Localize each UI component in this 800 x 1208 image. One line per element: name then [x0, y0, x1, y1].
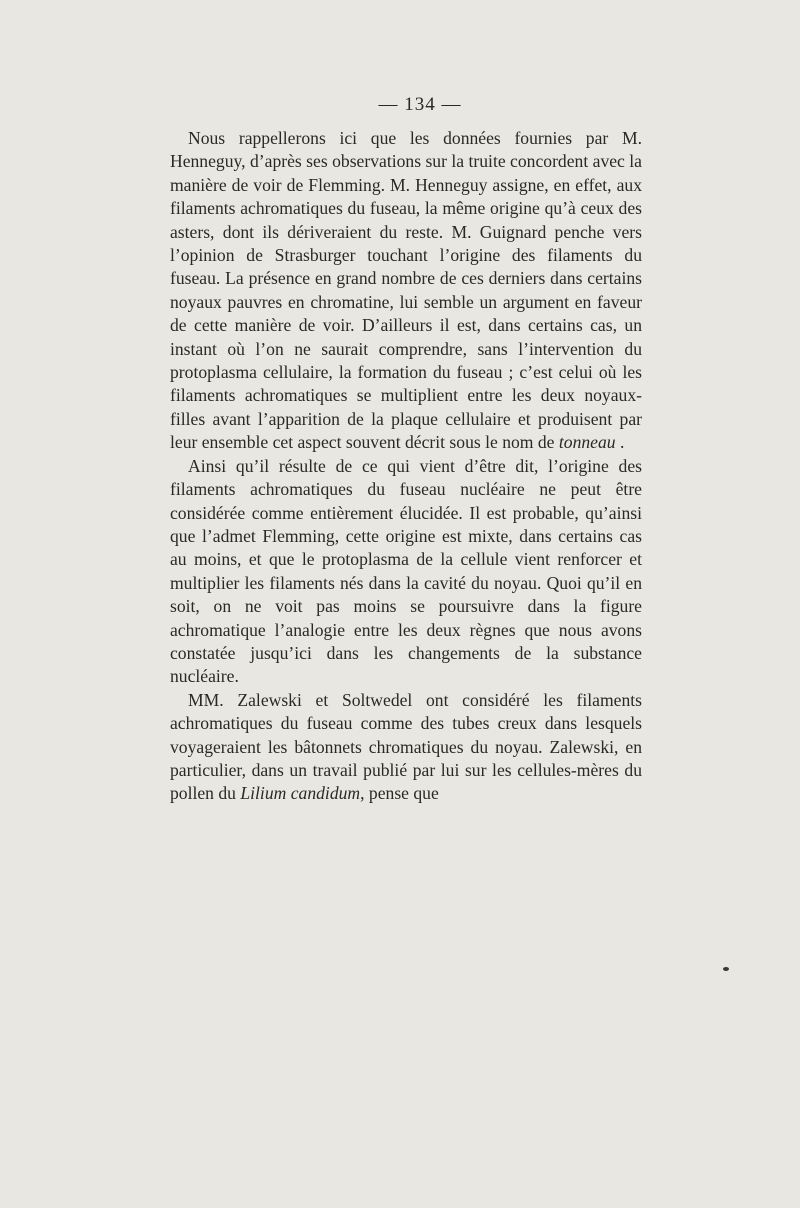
- ink-speck: [723, 967, 729, 971]
- body-text: [170, 127, 642, 806]
- paragraph-2: Ainsi qu’il résulte de ce qui vient d’être dit, l’origine des filaments achromatiques du fuseau nucléaire ne peut être considérée comme entièrement élucidée. Il est probable, qu’ainsi que l’admet Flemming, cette origine est mixte, dans certains cas au moins, et que le protoplasma de la cellule vient renforcer et multiplier les filaments nés dans la cavité du noyau. Quoi qu’il en soit, on ne voit pas moins se poursuivre dans la figure achromatique l’analogie entre les deux règnes que nous avons constatée jusqu’ici dans les changements de la substance nucléaire.: [170, 455, 642, 687]
- page-number: — 134 —: [378, 94, 462, 115]
- paragraph-1-italic-term: tonneau: [558, 432, 616, 453]
- paragraph-1-text: Nous rappellerons ici que les données fournies par M. Henneguy, d’après ses observations sur la truite concordent avec la manière de voir de Flemming. M. Henneguy assigne, en effet, aux filaments achromatiques du fuseau, la même origine qu’à ceux des asters, dont ils dériveraient du reste. M. Guignard penche vers l’opinion de Strasburger touchant l’origine des filaments du fuseau. La présence en grand nombre de ces derniers dans certains noyaux pauvres en chromatine, lui semble un argument en faveur de cette manière de voir. D’ailleurs il est, dans certains cas, un instant où l’on ne saurait comprendre, sans l’intervention du protoplasma cellulaire, la formation du fuseau ; c’est celui où les filaments achromatiques se multiplient entre les deux noyaux-filles avant l’apparition de la plaque cellulaire et produisent par leur ensemble cet aspect souvent décrit sous le nom de: [170, 128, 642, 453]
- paragraph-1: [170, 127, 642, 455]
- paragraph-3-end: , pense que: [360, 783, 439, 804]
- paragraph-3-italic-term: Lilium candidum: [240, 783, 361, 804]
- paragraph-3-text: MM. Zalewski et Soltwedel ont considéré les filaments achromatiques du fuseau comme des tubes creux dans lesquels voyageraient les bâtonnets chromatiques du noyau. Zalewski, en particulier, dans un travail publié par lui sur les cellules-mères du pollen du: [170, 689, 642, 804]
- paragraph-1-end: .: [615, 432, 625, 453]
- paragraph-3: [170, 689, 642, 806]
